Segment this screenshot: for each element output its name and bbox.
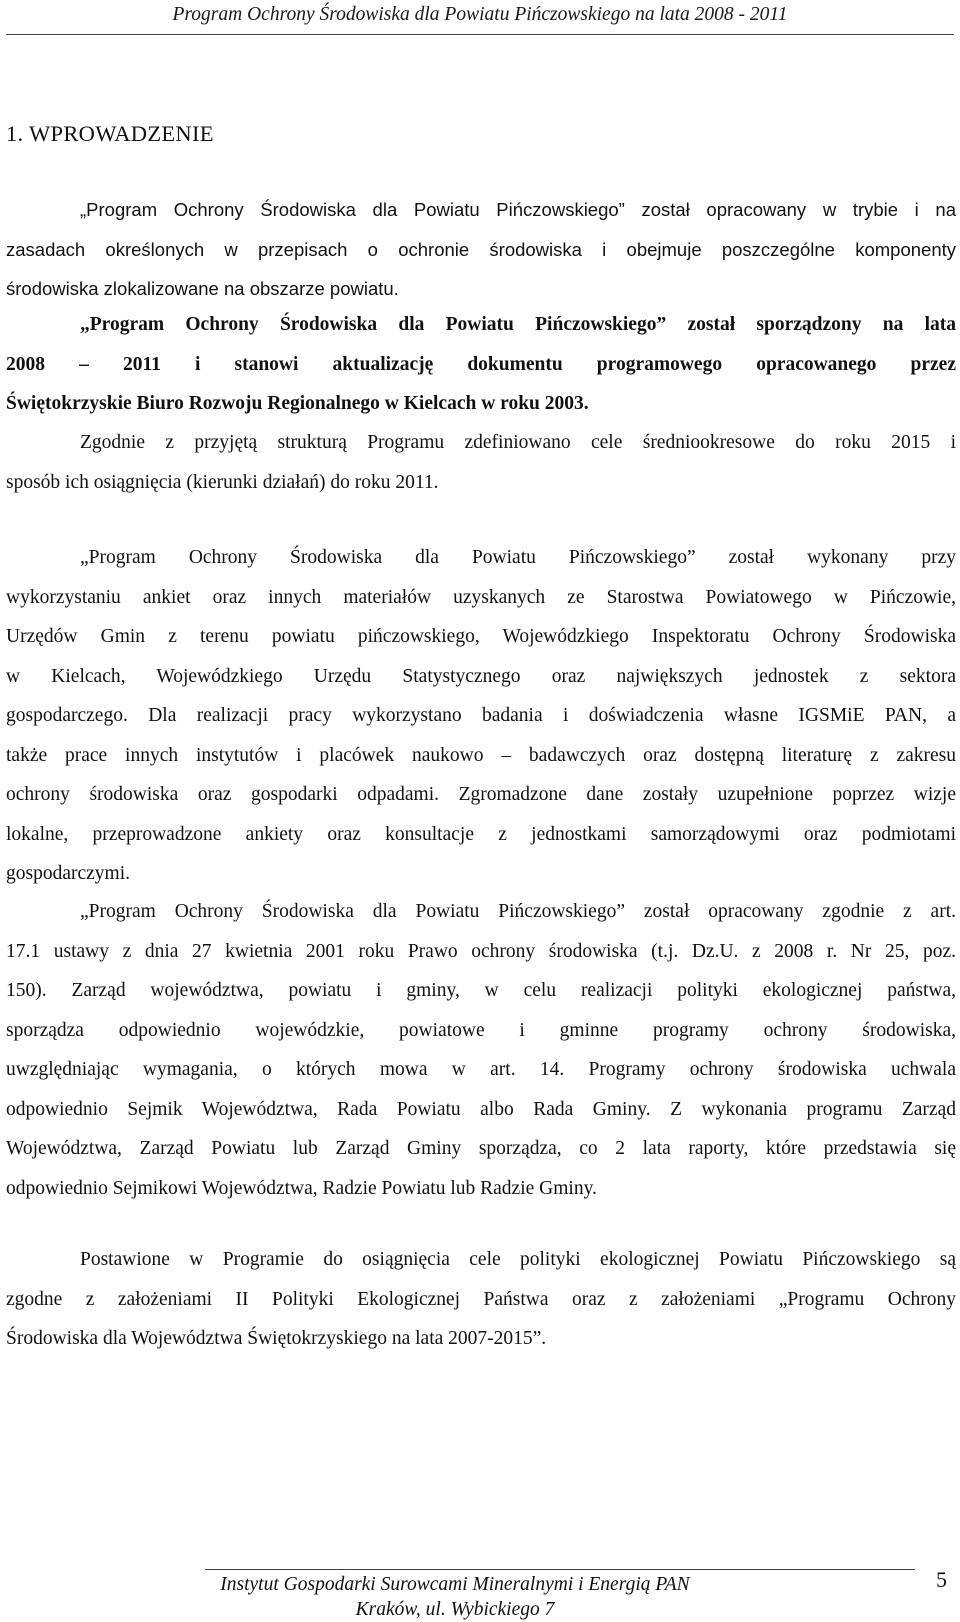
paragraph-sources (6, 538, 956, 894)
section-heading: 1. WPROWADZENIE (6, 121, 214, 146)
paragraph-legal-basis (6, 892, 956, 1208)
text-line: uwzględniając wymagania, o których mowa w art. 14. Programy ochrony środowiska uchwala (6, 1059, 956, 1080)
paragraph-structure (6, 423, 956, 502)
footer-rule (205, 1569, 915, 1570)
text-line: 2008 – 2011 i stanowi aktualizację dokumentu programowego opracowanego przez (6, 353, 956, 375)
text-line: zasadach określonych w przepisach o ochronie środowiska i obejmuje poszczególne komponenty (6, 238, 956, 260)
text-line: Województwa, Zarząd Powiatu lub Zarząd Gminy sporządza, co 2 lata raporty, które przedstawia się (6, 1138, 956, 1159)
text-line: gospodarczego. Dla realizacji pracy wykorzystano badania i doświadczenia własne IGSMiE PAN, a (6, 705, 956, 726)
text-line: „Program Ochrony Środowiska dla Powiatu Pińczowskiego” został opracowany zgodnie z art. (80, 901, 956, 922)
text-line: środowiska zlokalizowane na obszarze powiatu. (6, 278, 399, 299)
text-line: wykorzystaniu ankiet oraz innych materiałów uzyskanych ze Starostwa Powiatowego w Pińczowie, (6, 586, 956, 608)
text-line: „Program Ochrony Środowiska dla Powiatu Pińczowskiego” został wykonany przy (80, 547, 956, 568)
text-line: sporządza odpowiednio wojewódzkie, powiatowe i gminne programy ochrony środowiska, (6, 1019, 956, 1041)
text-line: Świętokrzyskie Biuro Rozwoju Regionalnego w Kielcach w roku 2003. (6, 393, 589, 414)
text-line: zgodne z założeniami II Polityki Ekologicznej Państwa oraz z założeniami „Programu Ochrony (6, 1288, 956, 1310)
page-number: 5 (936, 1567, 947, 1592)
text-line: „Program Ochrony Środowiska dla Powiatu Pińczowskiego” został opracowany w trybie i na (80, 199, 956, 220)
text-line: Postawione w Programie do osiągnięcia cele polityki ekologicznej Powiatu Pińczowskiego są (80, 1249, 956, 1270)
text-line: odpowiednio Sejmik Województwa, Rada Powiatu albo Rada Gminy. Z wykonania programu Zarząd (6, 1098, 956, 1120)
text-line: także prace innych instytutów i placówek naukowo – badawczych oraz dostępną literaturę z zakresu (6, 744, 956, 766)
paragraph-goals (6, 1240, 956, 1359)
footer-address: Kraków, ul. Wybickiego 7 (355, 1599, 555, 1620)
text-line: odpowiednio Sejmikowi Województwa, Radzie Powiatu lub Radzie Gminy. (6, 1177, 597, 1199)
paragraph-update (6, 305, 956, 424)
text-line: ochrony środowiska oraz gospodarki odpadami. Zgromadzone dane zostały uzupełnione poprzez wizje (6, 784, 956, 805)
running-header: Program Ochrony Środowiska dla Powiatu Pińczowskiego na lata 2008 - 2011 (172, 4, 788, 25)
text-line: 17.1 ustawy z dnia 27 kwietnia 2001 roku Prawo ochrony środowiska (t.j. Dz.U. z 2008 r. Nr 25, poz. (6, 940, 956, 962)
text-line: „Program Ochrony Środowiska dla Powiatu Pińczowskiego” został sporządzony na lata (80, 314, 956, 335)
footer (205, 1572, 705, 1622)
text-line: lokalne, przeprowadzone ankiety oraz konsultacje z jednostkami samorządowymi oraz podmiotami (6, 823, 956, 845)
header-rule (6, 34, 954, 35)
paragraph-intro (6, 190, 956, 309)
text-line: 150). Zarząd województwa, powiatu i gminy, w celu realizacji polityki ekologicznej państwa, (6, 980, 956, 1001)
text-line: Urzędów Gmin z terenu powiatu pińczowskiego, Wojewódzkiego Inspektoratu Ochrony Środowiska (6, 626, 956, 647)
text-line: w Kielcach, Wojewódzkiego Urzędu Statystycznego oraz największych jednostek z sektora (6, 665, 956, 687)
footer-institute: Instytut Gospodarki Surowcami Mineralnymi i Energią PAN (220, 1574, 690, 1595)
text-line: sposób ich osiągnięcia (kierunki działań) do roku 2011. (6, 471, 439, 493)
text-line: gospodarczymi. (6, 863, 131, 884)
text-line: Zgodnie z przyjętą strukturą Programu zdefiniowano cele średniookresowe do roku 2015 i (80, 432, 956, 453)
text-line: Środowiska dla Województwa Świętokrzyskiego na lata 2007-2015”. (6, 1328, 547, 1349)
